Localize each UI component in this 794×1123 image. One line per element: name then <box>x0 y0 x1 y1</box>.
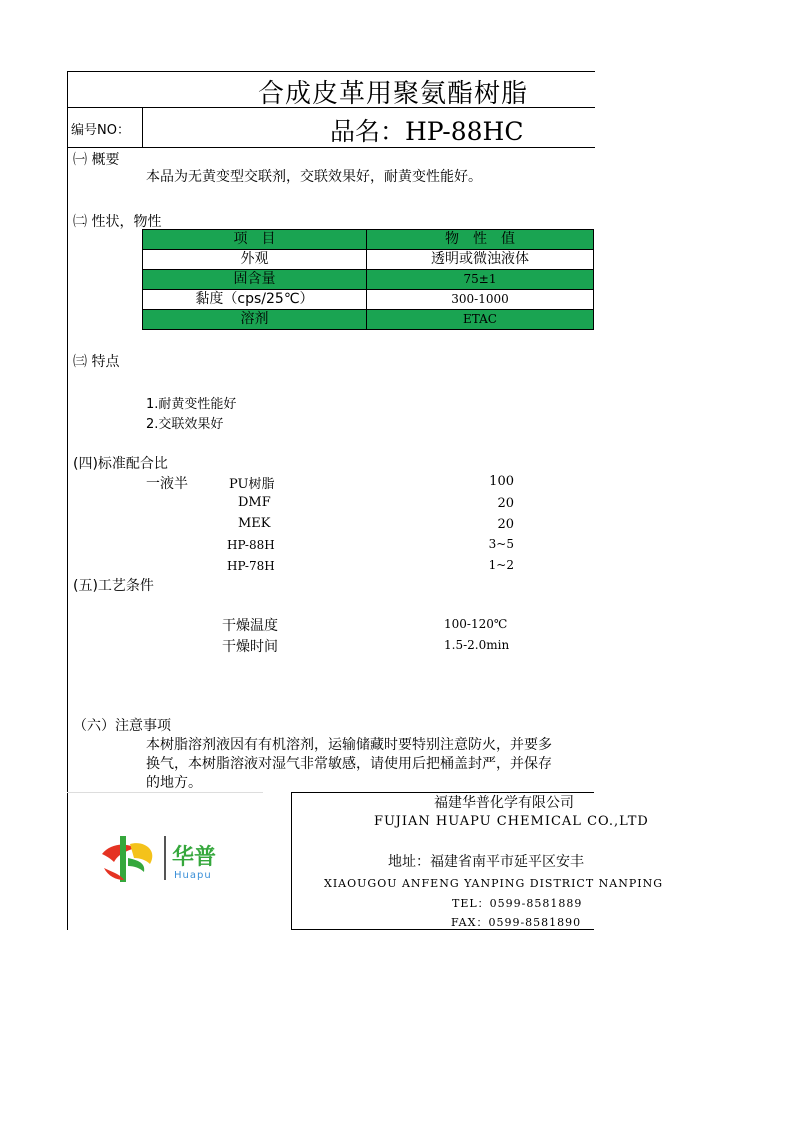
process-item-value: 1.5-2.0min <box>444 638 510 652</box>
formula-heading: (四)标准配合比 <box>73 456 168 472</box>
company-logo <box>100 832 240 888</box>
serial-number-label: 编号NO： <box>71 123 130 138</box>
table-row <box>143 270 594 290</box>
table-cell-value: 75±1 <box>367 270 594 290</box>
formula-item-name: MEK <box>238 516 271 531</box>
features-heading: ㈢ 特点 <box>73 354 120 370</box>
table-cell-item: 外观 <box>143 250 367 270</box>
notes-line: 换气，本树脂溶液对湿气非常敏感，请使用后把桶盖封严，并保存 <box>146 756 552 772</box>
table-cell-item: 黏度（cps/25℃） <box>143 290 367 310</box>
company-address-en: XIAOUGOU ANFENG YANPING DISTRICT NANPING <box>324 877 664 890</box>
process-item-value: 100-120℃ <box>444 617 508 631</box>
company-address-cn: 地址：福建省南平市延平区安丰 <box>388 854 584 870</box>
table-row <box>143 310 594 330</box>
footer-divider <box>291 792 292 930</box>
table-cell-value: 300-1000 <box>367 290 594 310</box>
feature-item: 1.耐黄变性能好 <box>146 397 237 412</box>
logo-text-en: Huapu <box>174 870 212 881</box>
process-item-name: 干燥时间 <box>222 639 278 655</box>
table-cell-item: 溶剂 <box>143 310 367 330</box>
formula-item-value: 1~2 <box>488 558 514 572</box>
table-cell-value: ETAC <box>367 310 594 330</box>
formula-item-value: 100 <box>489 474 514 489</box>
company-tel: TEL：0599-8581889 <box>452 897 583 910</box>
document-title: 合成皮革用聚氨酯树脂 <box>258 79 529 109</box>
notes-line: 本树脂溶剂液因有有机溶剂，运输储藏时要特别注意防火，并要多 <box>146 737 552 753</box>
properties-heading: ㈡ 性状，物性 <box>73 214 162 230</box>
company-name-cn: 福建华普化学有限公司 <box>434 795 574 811</box>
formula-group-label: 一液半 <box>146 476 188 492</box>
formula-item-value: 3~5 <box>488 537 514 551</box>
formula-item-name: DMF <box>238 495 271 510</box>
header-top-border <box>67 71 595 72</box>
formula-item-name: HP-88H <box>227 538 275 552</box>
table-row <box>143 290 594 310</box>
overview-text: 本品为无黄变型交联剂，交联效果好，耐黄变性能好。 <box>146 169 482 185</box>
left-border <box>67 71 68 930</box>
overview-heading: ㈠ 概要 <box>73 152 120 168</box>
notes-heading: （六）注意事项 <box>73 718 171 734</box>
table-header-value: 物 性 值 <box>367 230 594 250</box>
table-cell-item: 固含量 <box>143 270 367 290</box>
serial-cell-divider <box>142 107 143 147</box>
huapu-logo-icon <box>100 832 240 888</box>
notes-line: 的地方。 <box>146 775 202 791</box>
formula-item-value: 20 <box>497 517 514 532</box>
footer-top-border-left <box>67 792 263 793</box>
company-fax: FAX：0599-8581890 <box>451 916 582 929</box>
formula-item-value: 20 <box>497 496 514 511</box>
product-name: 品名：HP-88HC <box>330 117 524 146</box>
company-name-en: FUJIAN HUAPU CHEMICAL CO.,LTD <box>374 814 649 829</box>
table-header-item: 项 目 <box>143 230 367 250</box>
process-item-name: 干燥温度 <box>222 618 278 634</box>
properties-table <box>142 229 594 330</box>
process-heading: (五)工艺条件 <box>73 578 154 594</box>
feature-item: 2.交联效果好 <box>146 417 224 432</box>
formula-item-name: HP-78H <box>227 559 275 573</box>
table-cell-value: 透明或微浊液体 <box>367 250 594 270</box>
table-row <box>143 250 594 270</box>
formula-item-name: PU树脂 <box>229 477 275 492</box>
table-header-row <box>143 230 594 250</box>
logo-text-cn: 华普 <box>172 845 217 870</box>
